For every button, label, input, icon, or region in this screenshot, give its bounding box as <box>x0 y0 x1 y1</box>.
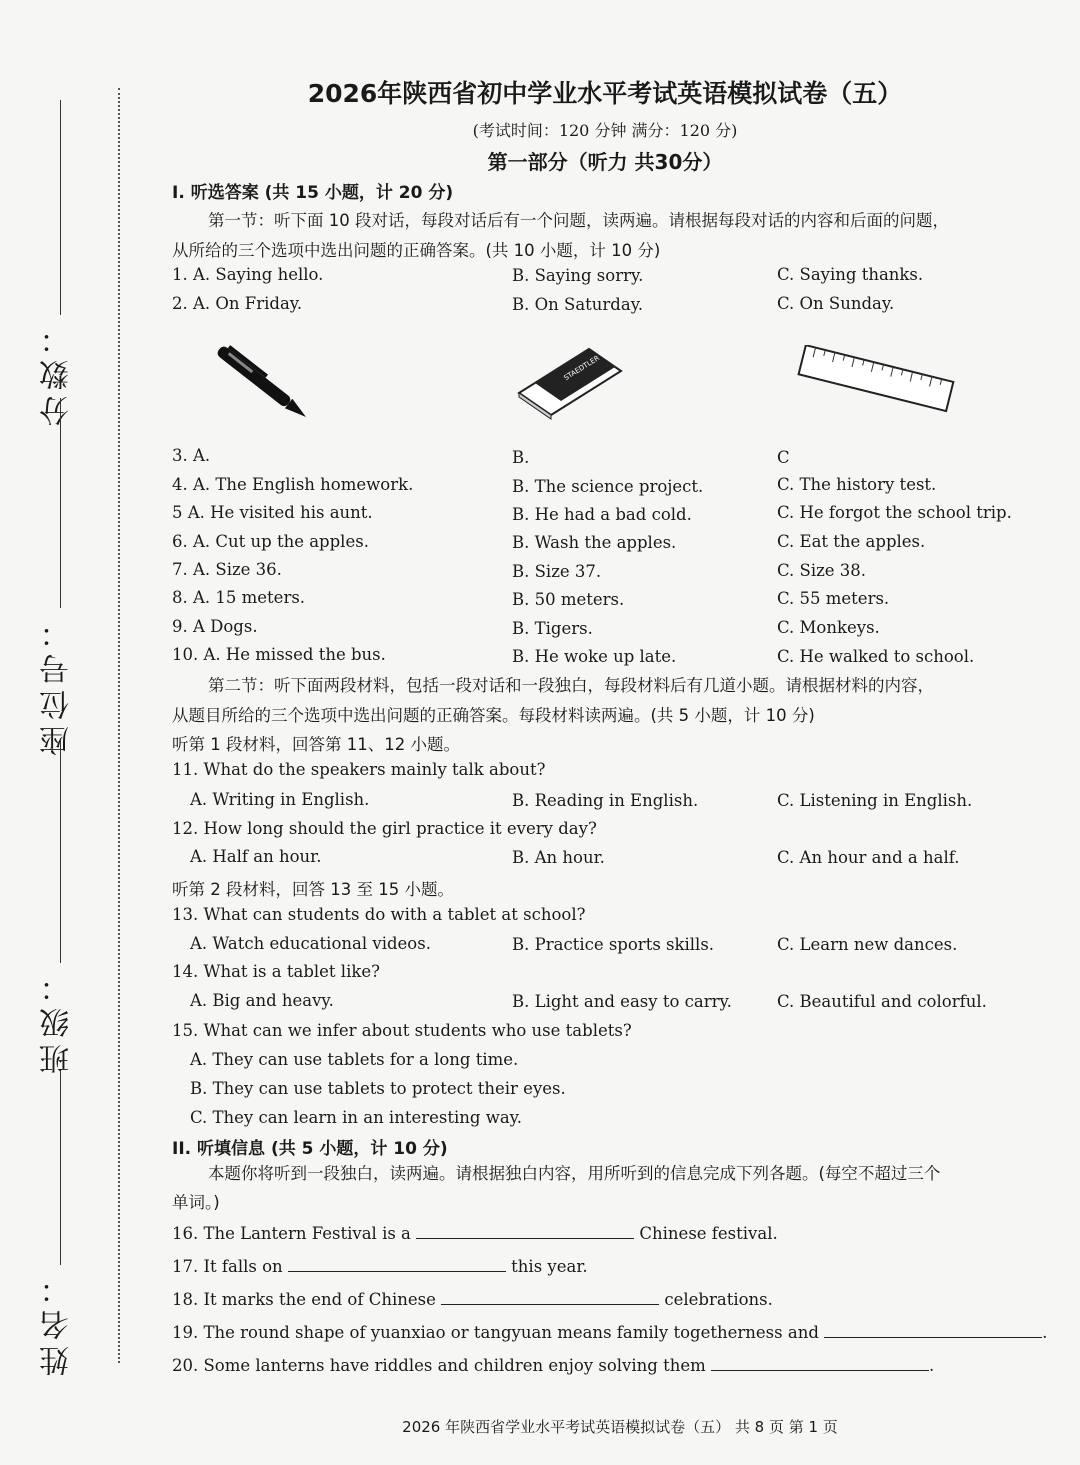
exam-subtitle: (考试时间：120 分钟 满分：120 分) <box>472 121 738 140</box>
q11-option-b: B. Reading in English. <box>512 791 699 810</box>
q20-text-before: 20. Some lanterns have riddles and children enjoy solving them <box>172 1356 706 1375</box>
q16-text-before: 16. The Lantern Festival is a <box>172 1224 411 1243</box>
q20-text-after: . <box>929 1356 935 1375</box>
part-one-heading: 第一部分（听力 共30分） <box>487 150 723 174</box>
q3-option-b: B. <box>512 448 530 467</box>
q3-option-c: C <box>777 448 790 467</box>
q11-option-a: A. Writing in English. <box>190 790 370 809</box>
q16 <box>172 1224 778 1243</box>
q19 <box>172 1323 1047 1342</box>
name-label: 姓名： <box>40 1268 75 1376</box>
material-2-note: 听第 2 段材料，回答 13 至 15 小题。 <box>172 880 454 899</box>
q17-answer-blank[interactable] <box>288 1257 506 1272</box>
q17-text-before: 17. It falls on <box>172 1257 283 1276</box>
q7-option-a: 7. A. Size 36. <box>172 560 282 579</box>
q16-answer-blank[interactable] <box>416 1224 634 1239</box>
q15-option-a: A. They can use tablets for a long time. <box>190 1050 519 1069</box>
q2-option-a: 2. A. On Friday. <box>172 294 303 313</box>
q12-stem: 12. How long should the girl practice it every day? <box>172 819 597 838</box>
q10-option-b: B. He woke up late. <box>512 647 677 666</box>
exam-title: 2026年陕西省初中学业水平考试英语模拟试卷（五） <box>307 79 903 108</box>
q7-option-c: C. Size 38. <box>777 561 867 580</box>
q2-option-c: C. On Sunday. <box>777 294 895 313</box>
q17 <box>172 1257 588 1276</box>
q4-option-b: B. The science project. <box>512 477 704 496</box>
q14-option-b: B. Light and easy to carry. <box>512 992 732 1011</box>
q9-option-b: B. Tigers. <box>512 619 593 638</box>
q3-option-a: 3. A. <box>172 446 211 465</box>
q13-option-b: B. Practice sports skills. <box>512 935 715 954</box>
q5-option-c: C. He forgot the school trip. <box>777 503 1012 522</box>
q19-answer-blank[interactable] <box>824 1323 1042 1338</box>
seat-label: 座位号： <box>40 612 75 756</box>
q18 <box>172 1290 773 1309</box>
eraser-image <box>515 345 625 420</box>
page-footer: 2026 年陕西省学业水平考试英语模拟试卷（五） 共 8 页 第 1 页 <box>402 1418 838 1436</box>
q18-text-after: celebrations. <box>664 1290 773 1309</box>
q5-option-a: 5 A. He visited his aunt. <box>172 503 373 522</box>
q6-option-b: B. Wash the apples. <box>512 533 677 552</box>
part1-instructions-line1: 第一节：听下面 10 段对话，每段对话后有一个问题，读两遍。请根据每段对话的内容和后面的问题， <box>208 211 949 230</box>
ruler-image <box>795 345 960 420</box>
q7-option-b: B. Size 37. <box>512 562 602 581</box>
q9-option-c: C. Monkeys. <box>777 618 880 637</box>
material-1-note: 听第 1 段材料，回答第 11、12 小题。 <box>172 735 460 754</box>
q1-option-c: C. Saying thanks. <box>777 265 924 284</box>
binding-line <box>118 88 120 1363</box>
q6-option-c: C. Eat the apples. <box>777 532 926 551</box>
q11-option-c: C. Listening in English. <box>777 791 973 810</box>
section-2-instructions-line2: 单词。) <box>172 1193 220 1212</box>
q1-option-a: 1. A. Saying hello. <box>172 265 324 284</box>
q8-option-c: C. 55 meters. <box>777 589 890 608</box>
q6-option-a: 6. A. Cut up the apples. <box>172 532 369 551</box>
score-label: 分数： <box>40 318 75 426</box>
q18-answer-blank[interactable] <box>441 1290 659 1305</box>
q15-stem: 15. What can we infer about students who use tablets? <box>172 1021 632 1040</box>
q10-option-a: 10. A. He missed the bus. <box>172 645 386 664</box>
q20-answer-blank[interactable] <box>711 1356 929 1371</box>
eraser-brand-text: STAEDTLER <box>562 354 601 383</box>
q15-option-b: B. They can use tablets to protect their eyes. <box>190 1079 566 1098</box>
q13-stem: 13. What can students do with a tablet at school? <box>172 905 586 924</box>
part2-instructions-line1: 第二节：听下面两段材料，包括一段对话和一段独白，每段材料后有几道小题。请根据材料的内容， <box>208 676 934 695</box>
q5-option-b: B. He had a bad cold. <box>512 505 692 524</box>
q14-option-a: A. Big and heavy. <box>190 991 334 1010</box>
section-2-heading: II. 听填信息 (共 5 小题，计 10 分) <box>172 1139 448 1159</box>
q20 <box>172 1356 934 1375</box>
q18-text-before: 18. It marks the end of Chinese <box>172 1290 436 1309</box>
q13-option-a: A. Watch educational videos. <box>190 934 431 953</box>
q14-stem: 14. What is a tablet like? <box>172 962 380 981</box>
q12-option-a: A. Half an hour. <box>190 847 322 866</box>
q19-text-after: . <box>1042 1323 1048 1342</box>
q15-option-c: C. They can learn in an interesting way. <box>190 1108 523 1127</box>
q8-option-a: 8. A. 15 meters. <box>172 588 306 607</box>
q14-option-c: C. Beautiful and colorful. <box>777 992 987 1011</box>
class-label: 班级： <box>40 966 75 1074</box>
part2-instructions-line2: 从题目所给的三个选项中选出问题的正确答案。每段材料读两遍。(共 5 小题，计 10 分) <box>172 706 815 725</box>
q4-option-c: C. The history test. <box>777 475 937 494</box>
q16-text-after: Chinese festival. <box>639 1224 778 1243</box>
pen-image <box>205 335 325 435</box>
q9-option-a: 9. A Dogs. <box>172 617 258 636</box>
q12-option-c: C. An hour and a half. <box>777 848 960 867</box>
q11-stem: 11. What do the speakers mainly talk about? <box>172 760 546 779</box>
section-1-heading: I. 听选答案 (共 15 小题，计 20 分) <box>172 183 454 203</box>
part1-instructions-line2: 从所给的三个选项中选出问题的正确答案。(共 10 小题，计 10 分) <box>172 241 661 260</box>
q17-text-after: this year. <box>511 1257 588 1276</box>
q8-option-b: B. 50 meters. <box>512 590 625 609</box>
class-line <box>60 738 61 963</box>
name-line <box>60 1070 61 1265</box>
seat-line <box>60 398 61 608</box>
q12-option-b: B. An hour. <box>512 848 605 867</box>
q4-option-a: 4. A. The English homework. <box>172 475 414 494</box>
q19-text-before: 19. The round shape of yuanxiao or tangyuan means family togetherness and <box>172 1323 819 1342</box>
q13-option-c: C. Learn new dances. <box>777 935 958 954</box>
section-2-instructions-line1: 本题你将听到一段独白，读两遍。请根据独白内容，用所听到的信息完成下列各题。(每空不超过三个 <box>208 1164 941 1183</box>
q10-option-c: C. He walked to school. <box>777 647 975 666</box>
q2-option-b: B. On Saturday. <box>512 295 644 314</box>
q1-option-b: B. Saying sorry. <box>512 266 644 285</box>
